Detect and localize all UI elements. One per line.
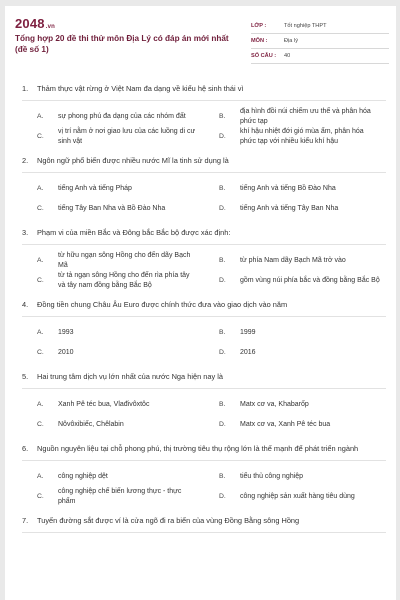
option-text: công nghiệp sản xuất hàng tiêu dùng (240, 493, 355, 501)
option-letter: C. (37, 349, 44, 357)
question-4 (5, 300, 396, 363)
option-letter: D. (219, 277, 226, 285)
answer-options (22, 323, 386, 363)
option-text: công nghiệp dệt (58, 473, 108, 481)
option-letter: C. (37, 277, 44, 285)
document-title: Tổng hợp 20 đề thi thử môn Địa Lý có đáp án mới nhất (đề số 1) (15, 34, 229, 54)
option-d[interactable] (204, 487, 386, 507)
option-d[interactable] (204, 343, 386, 363)
option-letter: A. (37, 473, 44, 481)
question-text: Tuyến đường sắt được ví là cửa ngõ đi ra biển của vùng Đồng Bằng sông Hồng (37, 516, 300, 525)
meta-value: 40 (284, 53, 291, 59)
question-stem (22, 444, 386, 461)
option-text: tiếng Anh và tiếng Bồ Đào Nha (240, 185, 336, 193)
site-logo[interactable]: 2048.vn (15, 16, 56, 31)
option-letter: C. (37, 205, 44, 213)
question-2 (5, 156, 396, 219)
question-stem (22, 228, 386, 245)
option-b[interactable] (204, 179, 386, 199)
option-c[interactable] (22, 127, 204, 147)
option-letter: A. (37, 329, 44, 337)
answer-options (22, 107, 386, 147)
answer-options (22, 251, 386, 291)
document-meta (251, 19, 389, 64)
option-text: từ tả ngạn sông Hồng cho đến rìa phía tây và tây nam đồng bằng Bắc Bộ (58, 272, 190, 289)
question-number: 2. (22, 156, 29, 165)
option-d[interactable] (204, 199, 386, 219)
meta-label: LỚP : (251, 23, 267, 29)
question-text: Nguồn nguyên liệu tại chỗ phong phú, thị trường tiêu thụ rộng lớn là thế mạnh để phát triển ngành (37, 444, 359, 453)
option-text: 2010 (58, 349, 74, 357)
option-text: vị trí nằm ở nơi giao lưu của các luồng di cư sinh vật (58, 128, 196, 145)
question-number: 6. (22, 444, 29, 453)
logo-suffix: .vn (45, 24, 56, 30)
option-c[interactable] (22, 343, 204, 363)
option-d[interactable] (204, 127, 386, 147)
question-stem (22, 372, 386, 389)
question-text: Thảm thực vật rừng ở Việt Nam đa dạng về kiểu hệ sinh thái vì (37, 84, 244, 93)
option-text: 1993 (58, 329, 74, 337)
option-d[interactable] (204, 271, 386, 291)
option-a[interactable] (22, 467, 204, 487)
option-letter: D. (219, 493, 226, 501)
option-letter: D. (219, 133, 226, 141)
question-text: Ngôn ngữ phổ biến được nhiều nước Mĩ la tinh sử dụng là (37, 156, 229, 165)
option-b[interactable] (204, 323, 386, 343)
question-stem (22, 516, 386, 533)
option-text: tiếng Anh và tiếng Pháp (58, 185, 132, 193)
option-letter: A. (37, 113, 44, 121)
question-6 (5, 444, 396, 507)
question-text: Hai trung tâm dịch vụ lớn nhất của nước Nga hiện nay là (37, 372, 223, 381)
option-letter: D. (219, 349, 226, 357)
option-text: địa hình đồi núi chiếm ưu thế và phân hóa phức tạp (240, 108, 371, 125)
option-text: khí hậu nhiệt đới gió mùa ẩm, phân hóa phức tạp với nhiều kiểu khí hậu (240, 128, 364, 145)
option-b[interactable] (204, 395, 386, 415)
option-text: Matx cơ va, Xanh Pê téc bua (240, 421, 331, 429)
option-text: gồm vùng núi phía bắc và đồng bằng Bắc Bộ (240, 277, 380, 285)
option-text: 2016 (240, 349, 256, 357)
option-text: tiểu thủ công nghiệp (240, 473, 304, 481)
document-page (5, 6, 396, 600)
question-number: 4. (22, 300, 29, 309)
question-stem (22, 156, 386, 173)
option-letter: D. (219, 421, 226, 429)
option-b[interactable] (204, 467, 386, 487)
question-list (5, 84, 396, 539)
question-number: 5. (22, 372, 29, 381)
option-letter: A. (37, 401, 44, 409)
answer-options (22, 179, 386, 219)
option-text: Nôvôxibiếc, Chêlabin (58, 421, 124, 429)
option-letter: B. (219, 473, 226, 481)
question-7 (5, 516, 396, 533)
meta-row-subject (251, 34, 389, 49)
option-text: tiếng Tây Ban Nha và Bồ Đào Nha (58, 205, 166, 213)
option-c[interactable] (22, 487, 204, 507)
option-c[interactable] (22, 415, 204, 435)
meta-label: SỐ CÂU : (251, 53, 277, 59)
option-a[interactable] (22, 251, 204, 271)
option-text: từ hữu ngạn sông Hồng cho đến dãy Bạch Mã (58, 252, 191, 269)
meta-label: MÔN : (251, 38, 268, 44)
option-text: Xanh Pê téc bua, Vlađivôxtôc (58, 401, 150, 409)
option-letter: B. (219, 329, 226, 337)
option-letter: B. (219, 401, 226, 409)
meta-row-class (251, 19, 389, 34)
document-header (5, 6, 396, 68)
question-number: 7. (22, 516, 29, 525)
option-b[interactable] (204, 251, 386, 271)
question-1 (5, 84, 396, 147)
question-stem (22, 84, 386, 101)
option-text: công nghiệp chế biến lương thực - thực phẩm (58, 488, 182, 505)
option-a[interactable] (22, 395, 204, 415)
meta-row-count (251, 49, 389, 64)
option-letter: A. (37, 185, 44, 193)
option-letter: A. (37, 257, 44, 265)
question-stem (22, 300, 386, 317)
question-number: 1. (22, 84, 29, 93)
question-5 (5, 372, 396, 435)
option-letter: D. (219, 205, 226, 213)
option-b[interactable] (204, 107, 386, 127)
option-a[interactable] (22, 323, 204, 343)
question-3 (5, 228, 396, 291)
option-d[interactable] (204, 415, 386, 435)
option-c[interactable] (22, 271, 204, 291)
option-letter: C. (37, 133, 44, 141)
option-text: 1999 (240, 329, 256, 337)
option-text: sự phong phú đa dạng của các nhóm đất (58, 113, 186, 121)
option-letter: B. (219, 257, 226, 265)
question-text: Đồng tiền chung Châu Âu Euro được chính thức đưa vào giao dịch vào năm (37, 300, 288, 309)
question-text: Phạm vi của miền Bắc và Đông bắc Bắc bộ được xác định: (37, 228, 231, 237)
option-a[interactable] (22, 107, 204, 127)
option-a[interactable] (22, 179, 204, 199)
answer-options (22, 395, 386, 435)
option-letter: B. (219, 185, 226, 193)
option-letter: C. (37, 493, 44, 501)
option-letter: B. (219, 113, 226, 121)
question-number: 3. (22, 228, 29, 237)
option-c[interactable] (22, 199, 204, 219)
option-text: Matx cơ va, Khabarốp (240, 401, 309, 409)
answer-options (22, 467, 386, 507)
meta-value: Địa lý (284, 38, 298, 44)
option-letter: C. (37, 421, 44, 429)
option-text: từ phía Nam dãy Bạch Mã trở vào (240, 257, 346, 265)
meta-value: Tốt nghiệp THPT (284, 23, 327, 29)
option-text: tiếng Anh và tiếng Tây Ban Nha (240, 205, 339, 213)
